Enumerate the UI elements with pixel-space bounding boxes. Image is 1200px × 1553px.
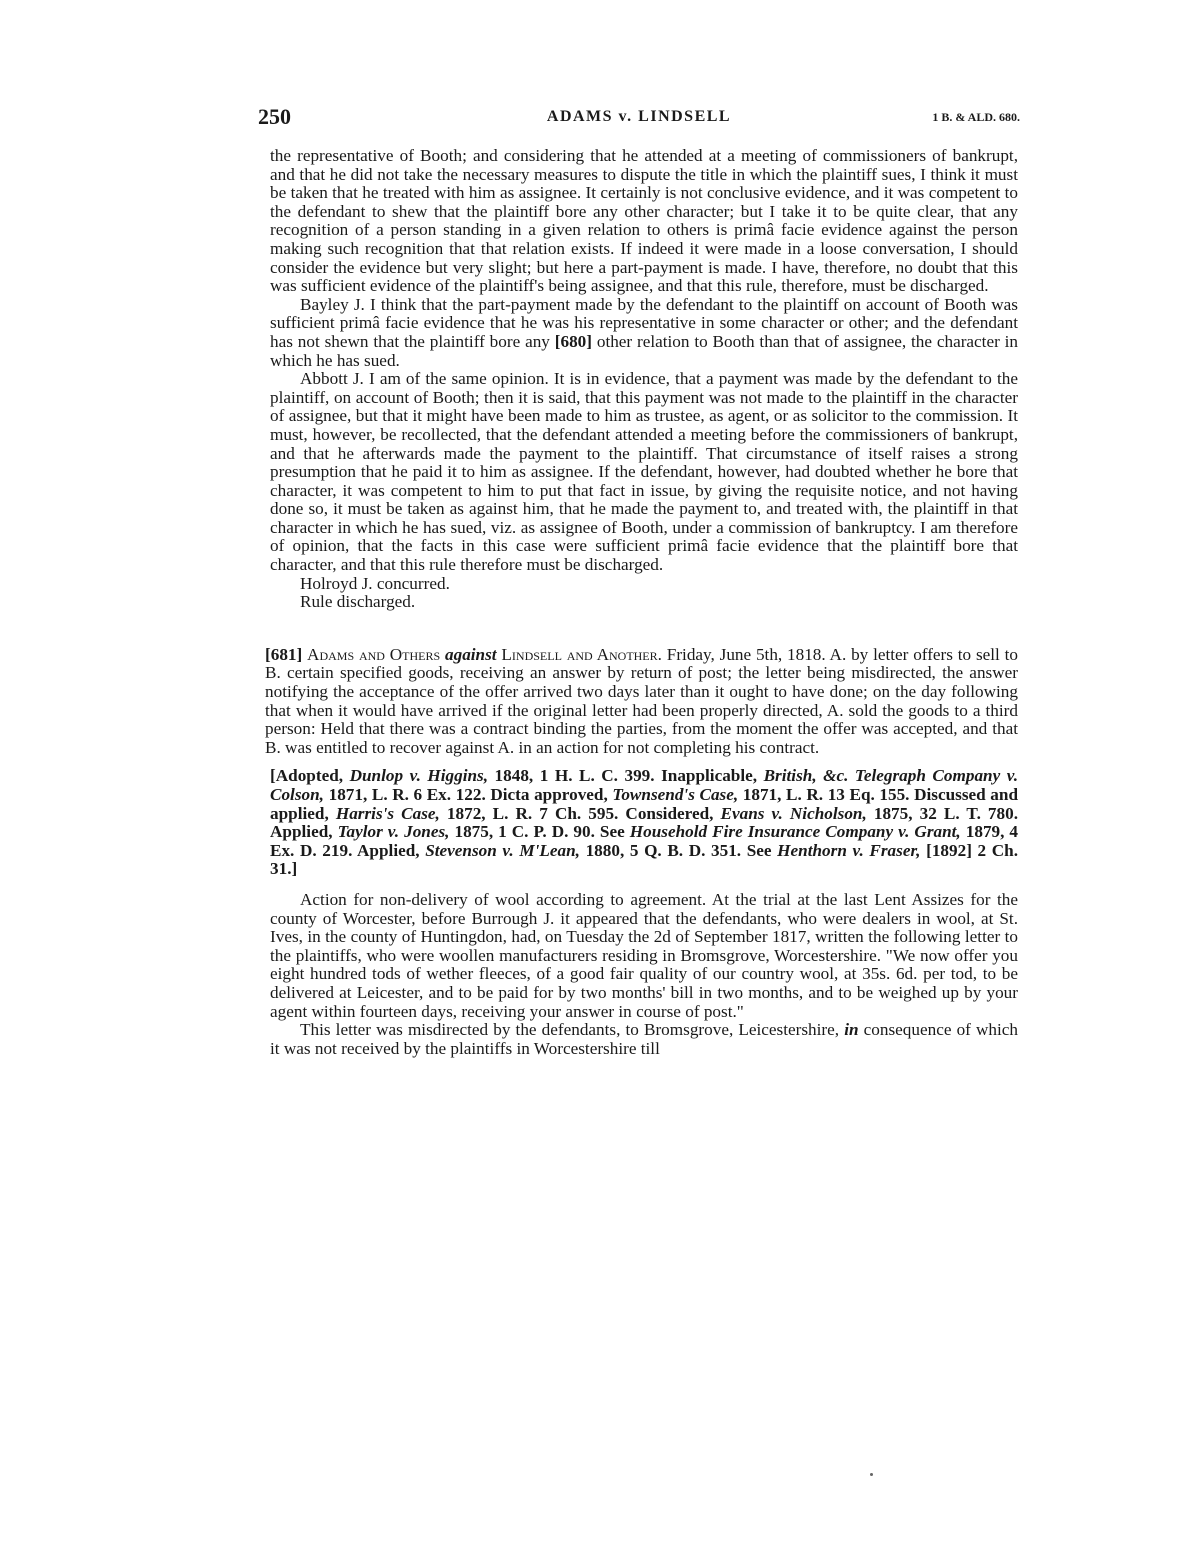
annotation-text: 1875, 32 L. T. 780. Applied, <box>270 803 1019 842</box>
cited-case: Dunlop v. Higgins, <box>349 766 489 786</box>
headnote-text: Friday, June 5th, 1818. A. by letter offers to sell to B. certain specified goods, receiving an answer by return of post; the letter being misdirected, the answer notifying the acceptance of the offer arrived two days later than it ought to have done; on the day following that when it would have arrived if the original letter had been properly directed, A. sold the goods to a third person: Held that there was a contract binding the parties, from the moment the offer was accepted, and that B. was entitled to recover against A. in an action for not completing his contract. <box>265 644 1019 757</box>
case-annotations <box>270 767 1018 879</box>
cited-case: Harris's Case, <box>335 803 440 823</box>
case-title-parties-b: Lindsell and Another. <box>501 644 662 664</box>
annotation-text: 1875, 1 C. P. D. 90. See <box>454 822 625 842</box>
annotation-text: 1880, 5 Q. B. D. 351. See <box>585 840 772 860</box>
cited-case: Henthorn v. Fraser, <box>777 840 921 860</box>
annotation-text: 1879, 4 Ex. D. 219. Applied, <box>270 822 1019 860</box>
misdirected-italic-in: in <box>844 1020 859 1040</box>
case-title-against: against <box>445 644 497 664</box>
annotation-text: 1871, L. R. 13 Eq. 155. Discussed and applied, <box>270 785 1019 823</box>
paragraph-bayley-j <box>270 296 1018 370</box>
annotation-text: 1848, 1 H. L. C. 399. Inapplicable, <box>494 766 758 786</box>
bayley-text-end: other relation to Booth than that of assignee, the character in which he has sued. <box>270 331 1019 370</box>
cited-case: British, &c. Telegraph Company v. Colson, <box>270 766 1019 804</box>
cited-case: Evans v. Nicholson, <box>720 803 867 823</box>
holroyd-concurred: Holroyd J. concurred. <box>300 573 450 593</box>
page-header <box>258 104 1020 132</box>
rule-discharged: Rule discharged. <box>300 592 416 612</box>
page-body <box>265 146 1019 1058</box>
annotation-text: [Adopted, <box>270 766 344 786</box>
paragraph-abbott-j: Abbott J. I am of the same opinion. It is in evidence, that a payment was made by the defendant to the plaintiff, on account of Booth; then it is said, that this payment was not made to the plaintiff in the character of assignee, but that it might have been made to him as trustee, as agent, or as solicitor to the commission. It must, however, be recollected, that the defendant attended a meeting before the commissioners of bankrupt, and that he afterwards made the payment to the plaintiff. That circumstance of itself raises a strong presumption that he paid it to him as assignee. If the defendant, however, had doubted whether he bore that character, it was competent to him to put that fact in issue, by giving the requisite notice, and not having done so, it must be taken as against him, that he made the payment to, and treated with, the plaintiff in that character in which he has sued, viz. as assignee of Booth, under a commission of bankruptcy. I am therefore of opinion, that the facts in this case were sufficient primâ facie evidence that the plaintiff bore that character, and that this rule therefore must be discharged. <box>270 369 1018 575</box>
paragraph-statement-of-facts: Action for non-delivery of wool according to agreement. At the trial at the last Lent Assizes for the county of Worcester, before Burrough J. it appeared that the defendants, who were dealers in wool, at St. Ives, in the county of Huntingdon, had, on Tuesday the 2d of September 1817, written the following letter to the plaintiffs, who were woollen manufacturers residing in Bromsgrove, Worcestershire. "We now offer you eight hundred tods of wether fleeces, of a good fair quality of our country wool, at 35s. 6d. per tod, to be delivered at Leicester, and to be paid for by two months' bill in two months, and to be weighed up by your agent within fourteen days, receiving your answer in course of post." <box>270 889 1018 1021</box>
report-citation: 1 B. & ALD. 680. <box>932 110 1020 124</box>
annotation-text: 1872, L. R. 7 Ch. 595. Considered, <box>446 803 714 823</box>
paragraph-continued-judgment: the representative of Booth; and considering that he attended at a meeting of commissioners of bankrupt, and that he did not take the necessary measures to dispute the title in which the plaintiff sues, I think it must be taken that he treated with him as assignee. It certainly is not conclusive evidence, and it was competent to the defendant to shew that the plaintiff bore any other character; but I take it to be quite clear, that any recognition of a person standing in a given relation to others is primâ facie evidence against the person making such recognition that that relation exists. If indeed it were made in a loose conversation, I should consider the evidence but very slight; but here a part-payment is made. I have, therefore, no doubt that this was sufficient evidence of the plaintiff's being assignee, and that this rule, therefore, must be discharged. <box>270 146 1018 296</box>
annotation-text: 1871, L. R. 6 Ex. 122. Dicta approved, <box>328 785 608 804</box>
page-marker-680: [680] <box>554 331 592 351</box>
page-speck <box>870 1473 873 1476</box>
page-number: 250 <box>258 104 291 129</box>
page-marker-681: [681] <box>265 644 303 664</box>
misdirected-text-start: This letter was misdirected by the defendants, to Bromsgrove, Leicestershire, <box>300 1020 840 1040</box>
case-headnote <box>265 646 1018 758</box>
cited-case: Townsend's Case, <box>612 785 739 804</box>
annotation-text: [1892] 2 Ch. 31.] <box>270 840 1018 879</box>
paragraph-misdirected-letter <box>270 1021 1018 1058</box>
cited-case: Stevenson v. M'Lean, <box>425 840 580 860</box>
misdirected-text-end: consequence of which it was not received by the plaintiffs in Worcestershire till <box>270 1020 1019 1058</box>
cited-case: Taylor v. Jones, <box>337 822 450 842</box>
cited-case: Household Fire Insurance Company v. Grant, <box>629 822 961 842</box>
bayley-text-start: Bayley J. I think that the part-payment made by the defendant to the plaintiff on account of Booth was sufficient primâ facie evidence that he was his representative in some character or other; and the defendant has not shewn that the plaintiff bore any <box>270 294 1018 351</box>
running-title: ADAMS v. LINDSELL <box>546 108 732 125</box>
case-title-parties-a: Adams and Others <box>307 644 441 664</box>
